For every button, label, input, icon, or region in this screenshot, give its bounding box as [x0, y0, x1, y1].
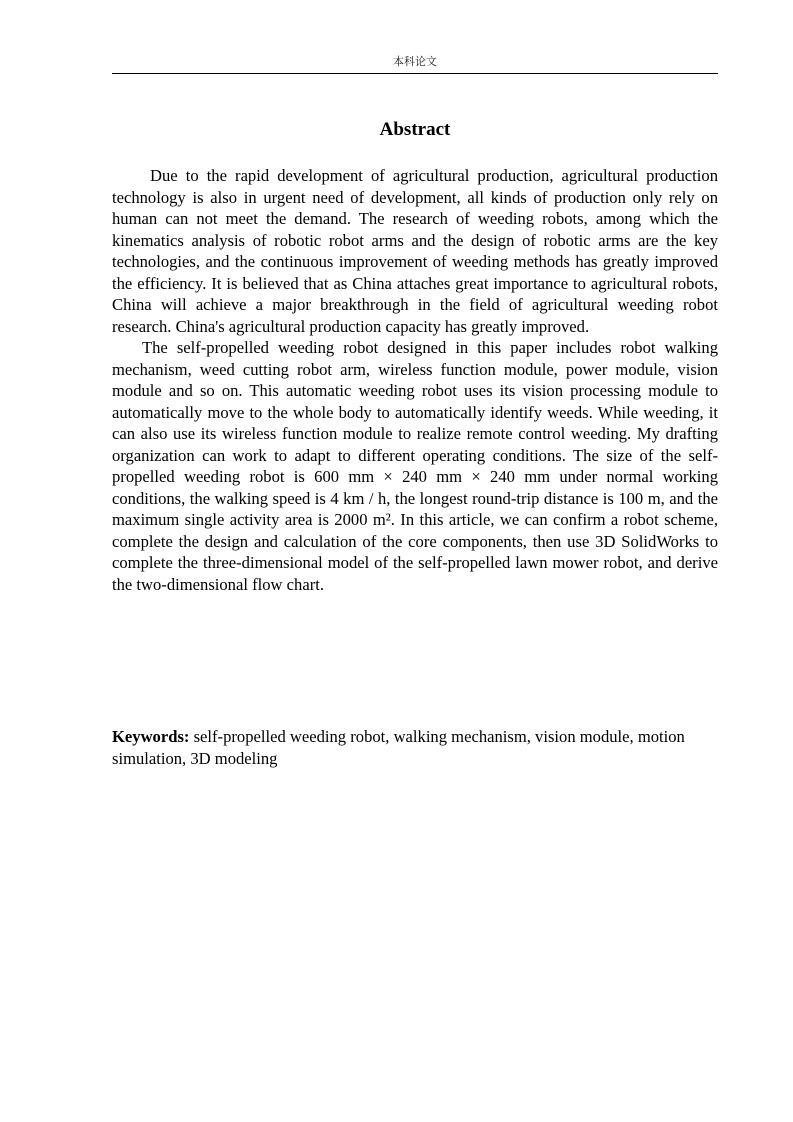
page-header: 本科论文	[393, 55, 437, 68]
abstract-title: Abstract	[379, 119, 451, 140]
keywords-label: Keywords:	[112, 727, 190, 746]
keywords-text: self-propelled weeding robot, walking mechanism, vision module, motion simulation, 3D modeling	[112, 727, 685, 768]
keywords-line	[112, 726, 718, 770]
abstract-paragraph-1: Due to the rapid development of agricultural production, agricultural production technology is also in urgent need of development, all kinds of production only rely on human can not meet the demand. The research of weeding robots, among which the kinematics analysis of robotic robot arms and the design of robotic arms are the key technologies, and the continuous improvement of weeding methods has greatly improved the efficiency. It is believed that as China attaches great importance to agricultural robots, China will achieve a major breakthrough in the field of agricultural weeding robot research. China's agricultural production capacity has greatly improved.	[112, 166, 718, 336]
abstract-body	[112, 165, 718, 595]
header-rule	[112, 73, 718, 74]
abstract-paragraph-2: The self-propelled weeding robot designed in this paper includes robot walking mechanism, weed cutting robot arm, wireless function module, power module, vision module and so on. This automatic weeding robot uses its vision processing module to automatically move to the whole body to automatically identify weeds. While weeding, it can also use its wireless function module to realize remote control weeding. My drafting organization can work to adapt to different operating conditions. The size of the self-propelled weeding robot is 600 mm × 240 mm × 240 mm under normal working conditions, the walking speed is 4 km / h, the longest round-trip distance is 100 m, and the maximum single activity area is 2000 m². In this article, we can confirm a robot scheme, complete the design and calculation of the core components, then use 3D SolidWorks to complete the three-dimensional model of the self-propelled lawn mower robot, and derive the two-dimensional flow chart.	[112, 338, 718, 594]
